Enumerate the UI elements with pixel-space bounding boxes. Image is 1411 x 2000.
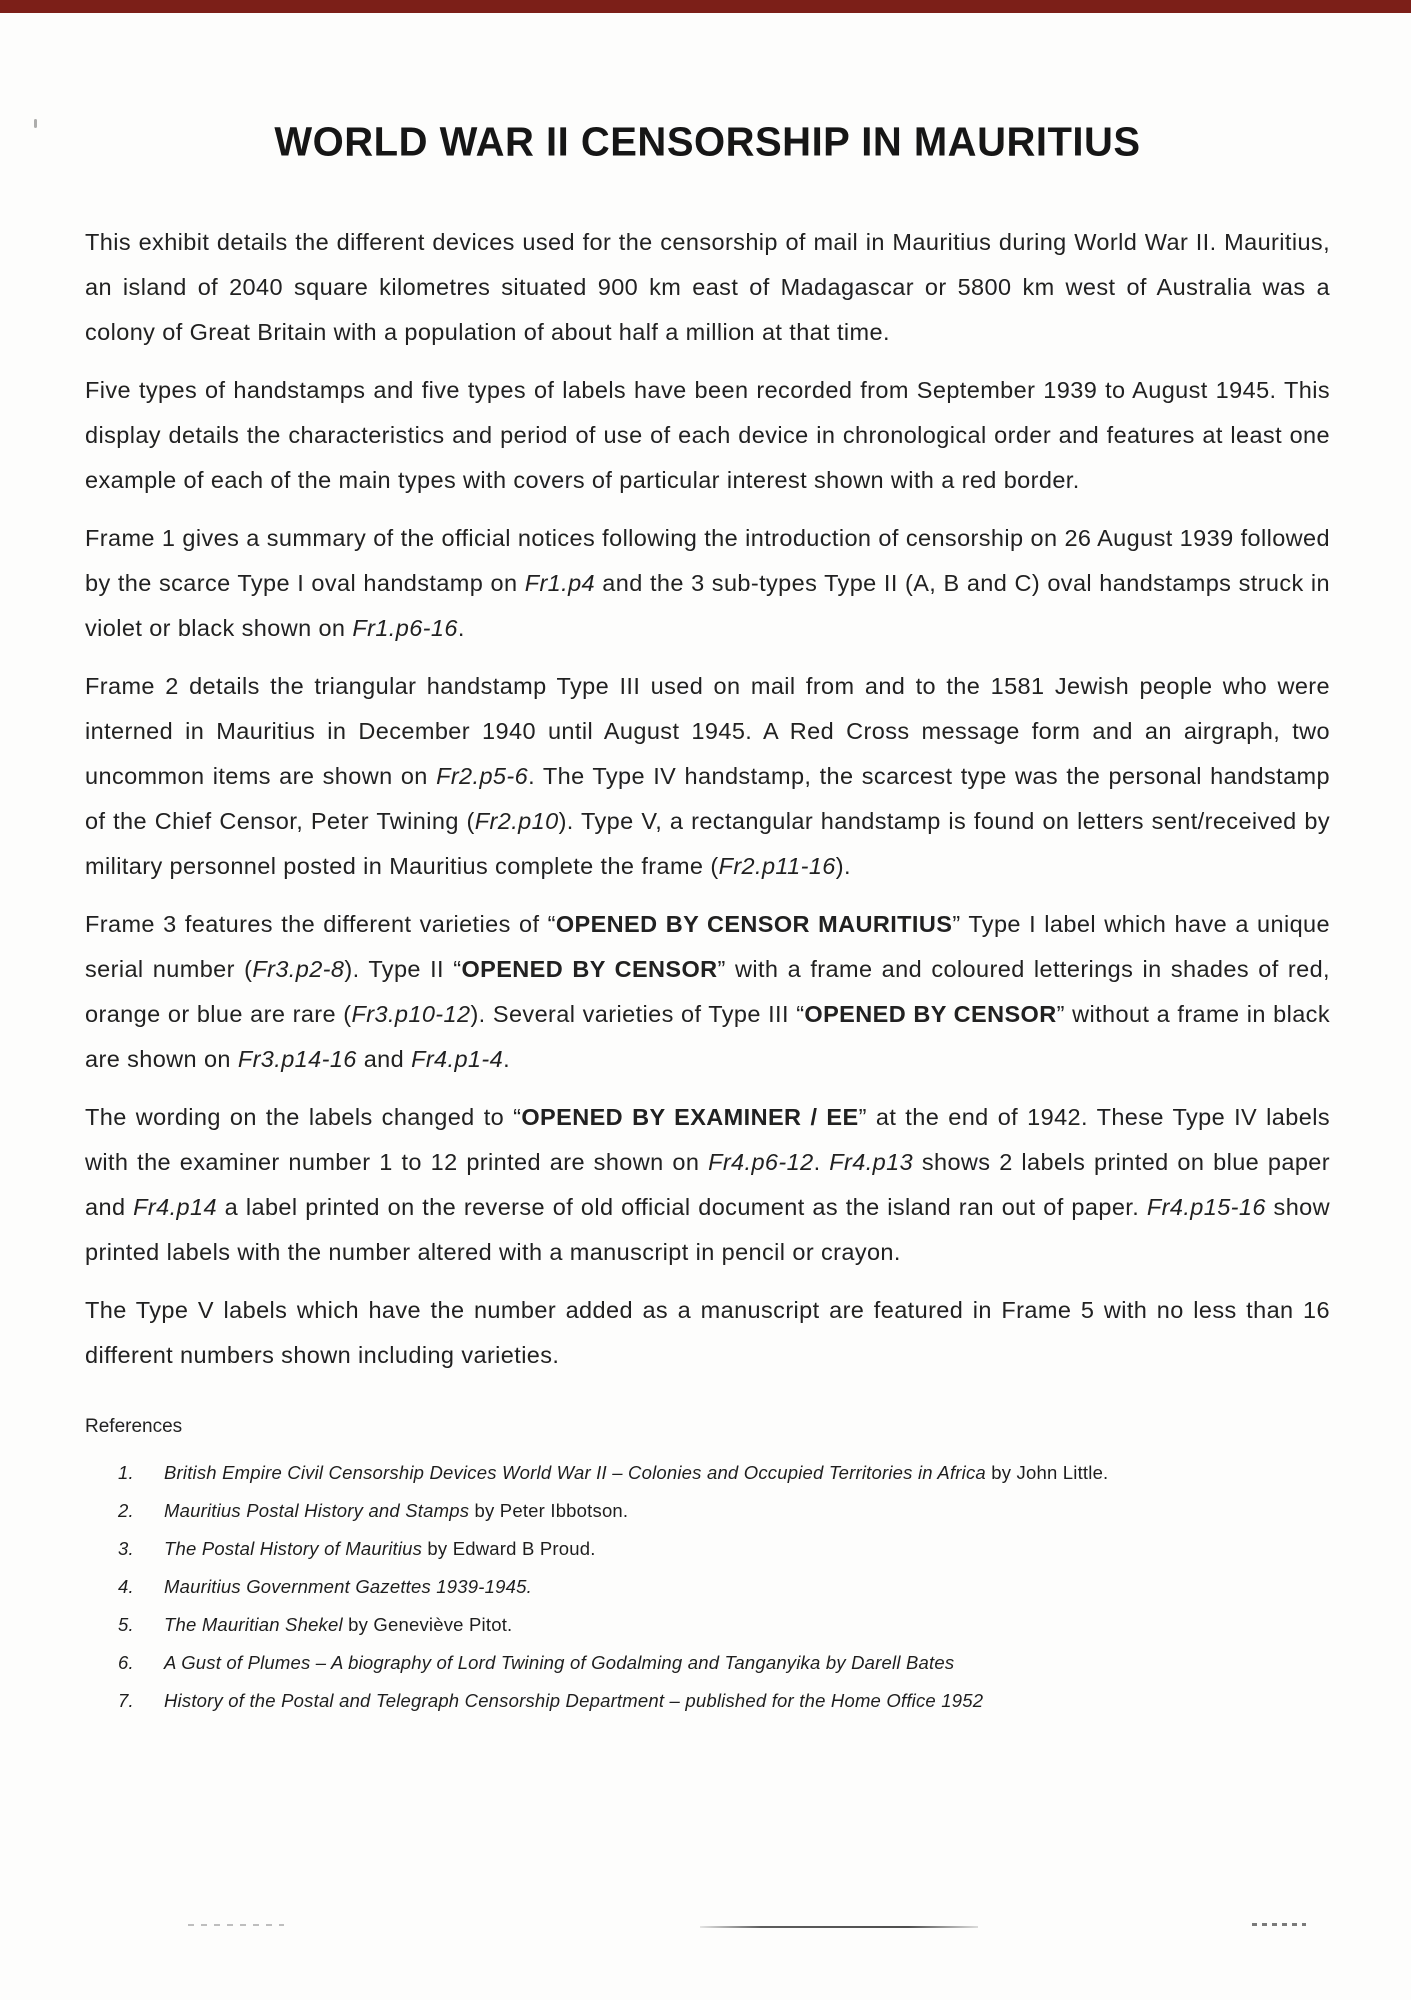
text-run: show printed labels with the number altered with a manuscript in pencil or crayon. (85, 1194, 1331, 1265)
reference-text (164, 1568, 1330, 1606)
content-column (85, 0, 1330, 1720)
scan-speck (34, 119, 37, 128)
frame-page-ref: Fr2.p5-6 (436, 763, 529, 789)
paragraph (85, 1095, 1330, 1275)
bold-label-text: OPENED BY CENSOR MAURITIUS (555, 911, 953, 937)
reference-text (164, 1492, 1330, 1530)
references-list (85, 1454, 1330, 1720)
paragraph (85, 902, 1330, 1082)
text-run: a label printed on the reverse of old official document as the island ran out of paper. (216, 1194, 1147, 1220)
frame-page-ref: Mauritius Postal History and Stamps (164, 1500, 470, 1521)
text-run: . (813, 1149, 830, 1175)
frame-page-ref: The Mauritian Shekel (164, 1614, 343, 1635)
scan-artifact-line-center (700, 1926, 978, 1928)
reference-text (164, 1644, 1330, 1682)
reference-number: 2. (118, 1500, 134, 1521)
bold-label-text: OPENED BY EXAMINER / EE (521, 1104, 859, 1130)
bold-label-text: OPENED BY CENSOR (804, 1001, 1057, 1027)
reference-number: 4. (118, 1576, 134, 1597)
text-run: shows 2 labels printed on blue paper and (85, 1149, 1331, 1220)
reference-number: 1. (118, 1462, 134, 1483)
references-heading: References (85, 1416, 183, 1437)
frame-page-ref: Fr2.p11-16 (718, 853, 836, 879)
reference-number: 3. (118, 1538, 134, 1559)
reference-item (85, 1606, 1330, 1644)
text-run: Frame 3 features the different varieties of “ (85, 911, 556, 937)
reference-number: 7. (118, 1690, 134, 1711)
frame-page-ref: Fr3.p10-12 (351, 1001, 471, 1027)
body-paragraphs (85, 220, 1330, 1378)
text-run: Frame 2 details the triangular handstamp Type III used on mail from and to the 1581 Jewish people who were interned in Mauritius in December 1940 until August 1945. A Red Cross message form and an airgraph, two uncommon items are shown on (85, 673, 1330, 789)
reference-number: 6. (118, 1652, 134, 1673)
frame-page-ref: British Empire Civil Censorship Devices World War II – Colonies and Occupied Territories in Africa (164, 1462, 986, 1483)
text-run: This exhibit details the different devices used for the censorship of mail in Mauritius during World War II. Mauritius, an island of 2040 square kilometres situated 900 km east of Madagascar or 5800 km west of Australia was a colony of Great Britain with a population of about half a million at that time. (85, 229, 1330, 345)
text-run: ” at the end of 1942. These Type IV labels with the examiner number 1 to 12 printed are shown on (85, 1104, 1330, 1175)
text-run: ” without a frame in black are shown on (85, 1001, 1330, 1072)
frame-page-ref: Fr3.p2-8 (252, 956, 345, 982)
text-run: . (457, 615, 465, 641)
text-run: by Peter Ibbotson. (469, 1500, 629, 1521)
paragraph (85, 368, 1330, 503)
text-run: Frame 1 gives a summary of the official notices following the introduction of censorship on 26 August 1939 followed by the scarce Type I oval handstamp on (85, 525, 1330, 596)
paragraph (85, 664, 1330, 889)
reference-text (164, 1530, 1330, 1568)
paragraph (85, 516, 1330, 651)
frame-page-ref: Fr1.p4 (524, 570, 596, 596)
reference-item (85, 1454, 1330, 1492)
text-run: and the 3 sub-types Type II (A, B and C) oval handstamps struck in violet or black shown on (85, 570, 1330, 641)
text-run: by Edward B Proud. (422, 1538, 596, 1559)
text-run: . (503, 1046, 511, 1072)
frame-page-ref: The Postal History of Mauritius (164, 1538, 423, 1559)
text-run: Five types of handstamps and five types of labels have been recorded from September 1939 to August 1945. This display details the characteristics and period of use of each device in chronological order and features at least one example of each of the main types with covers of particular interest shown with a red border. (85, 377, 1330, 493)
text-run: The Type V labels which have the number added as a manuscript are featured in Frame 5 with no less than 16 different numbers shown including varieties. (85, 1297, 1330, 1368)
bold-label-text: OPENED BY CENSOR (461, 956, 718, 982)
frame-page-ref: Fr1.p6-16 (352, 615, 458, 641)
reference-text (164, 1682, 1330, 1720)
text-run: ). (835, 853, 851, 879)
frame-page-ref: A Gust of Plumes – A biography of Lord Twining of Godalming and Tanganyika by Darell Bates (164, 1652, 955, 1673)
text-run: by John Little. (985, 1462, 1109, 1483)
frame-page-ref: Fr4.p14 (133, 1194, 217, 1220)
frame-page-ref: Fr4.p13 (829, 1149, 914, 1175)
reference-item (85, 1644, 1330, 1682)
frame-page-ref: Mauritius Government Gazettes 1939-1945. (164, 1576, 532, 1597)
text-run: ” Type I label which have a unique serial number ( (85, 911, 1330, 982)
reference-item (85, 1492, 1330, 1530)
page-title: WORLD WAR II CENSORSHIP IN MAURITIUS (274, 119, 1141, 165)
text-run: ). Type V, a rectangular handstamp is found on letters sent/received by military personnel posted in Mauritius complete the frame ( (85, 808, 1330, 879)
paragraph (85, 1288, 1330, 1378)
text-run: The wording on the labels changed to “ (85, 1104, 522, 1130)
reference-item (85, 1568, 1330, 1606)
references-section (85, 1412, 1330, 1720)
frame-page-ref: Fr4.p15-16 (1146, 1194, 1266, 1220)
paragraph (85, 220, 1330, 355)
frame-page-ref: Fr4.p1-4 (411, 1046, 504, 1072)
reference-text (164, 1454, 1330, 1492)
text-run: ” with a frame and coloured letterings in shades of red, orange or blue are rare ( (85, 956, 1330, 1027)
frame-page-ref: Fr3.p14-16 (237, 1046, 357, 1072)
frame-page-ref: Fr2.p10 (474, 808, 559, 834)
scan-artifact-dashes-right (1252, 1923, 1306, 1926)
frame-page-ref: Fr4.p6-12 (708, 1149, 814, 1175)
frame-page-ref: History of the Postal and Telegraph Censorship Department – published for the Home Office 1952 (164, 1690, 984, 1711)
text-run: ). Several varieties of Type III “ (470, 1001, 805, 1027)
text-run: and (356, 1046, 412, 1072)
text-run: ). Type II “ (344, 956, 462, 982)
scan-artifact-dashes-left (188, 1924, 284, 1926)
text-run: by Geneviève Pitot. (342, 1614, 513, 1635)
reference-item (85, 1682, 1330, 1720)
text-run: . The Type IV handstamp, the scarcest type was the personal handstamp of the Chief Censor, Peter Twining ( (85, 763, 1330, 834)
reference-number: 5. (118, 1614, 134, 1635)
reference-item (85, 1530, 1330, 1568)
reference-text (164, 1606, 1330, 1644)
